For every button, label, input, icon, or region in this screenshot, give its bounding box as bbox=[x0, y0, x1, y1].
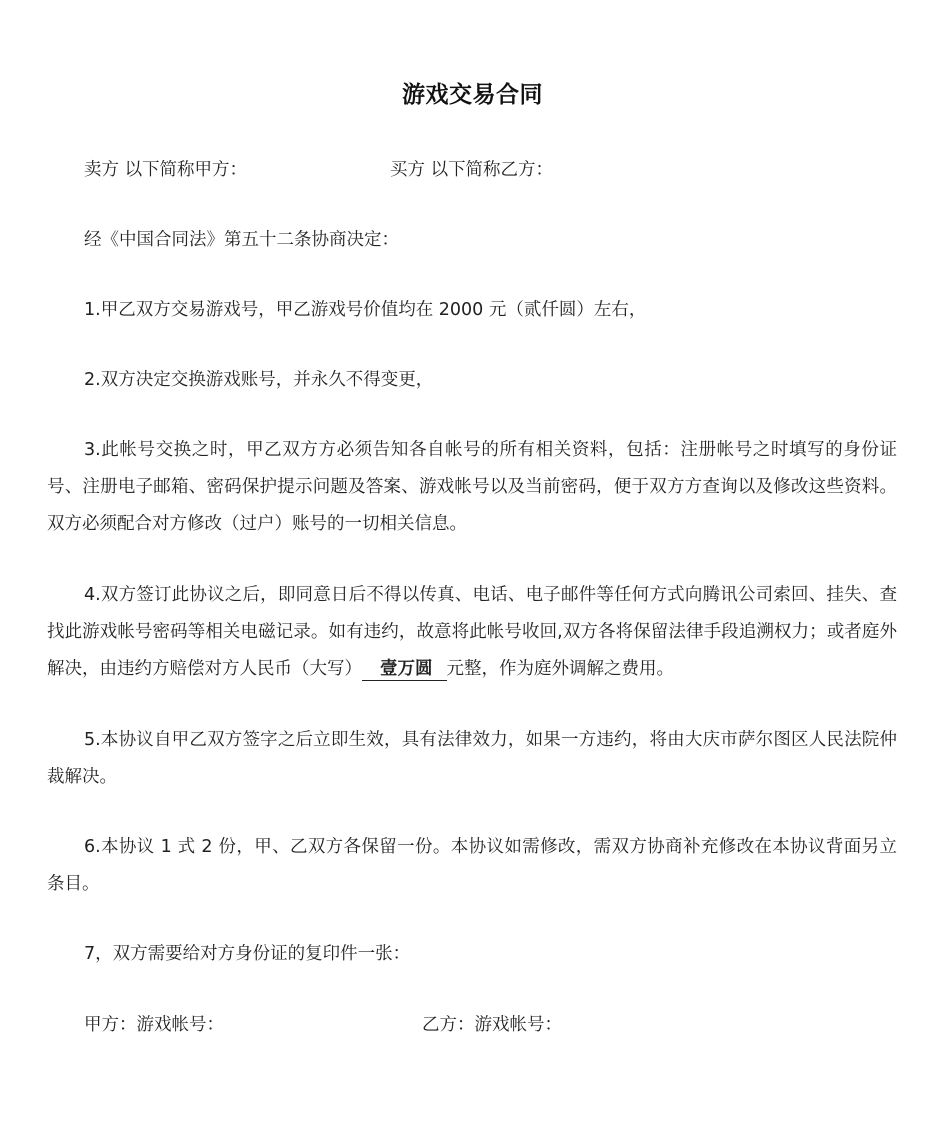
clause-4 bbox=[47, 577, 897, 688]
clause-1: 1.甲乙双方交易游戏号，甲乙游戏号价值均在 2000 元（贰仟圆）左右， bbox=[84, 300, 647, 320]
party-a-account-label: 甲方：游戏帐号： bbox=[84, 1015, 224, 1035]
intro-text: 经《中国合同法》第五十二条协商决定： bbox=[84, 230, 399, 250]
clause-2: 2.双方决定交换游戏账号，并永久不得变更， bbox=[84, 370, 434, 390]
buyer-label: 买方 以下简称乙方： bbox=[390, 160, 554, 180]
party-b-account-label: 乙方：游戏帐号： bbox=[422, 1015, 562, 1035]
clause-4-suffix: 元整，作为庭外调解之费用。 bbox=[446, 659, 674, 679]
document-title: 游戏交易合同 bbox=[402, 82, 543, 108]
clause-5: 5.本协议自甲乙双方签字之后立即生效，具有法律效力，如果一方违约，将由大庆市萨尔图区人民法院仲裁解决。 bbox=[47, 730, 897, 787]
clause-4-text: 4.双方签订此协议之后，即同意日后不得以传真、电话、电子邮件等任何方式向腾讯公司索回、挂失、查找此游戏帐号密码等相关电磁记录。如有违约，故意将此帐号收回,双方各将保留法律手段追溯权力；或者庭外解决，由违约方赔偿对方人民币（大写） bbox=[47, 585, 897, 679]
clause-6: 6.本协议 1 式 2 份，甲、乙双方各保留一份。本协议如需修改，需双方协商补充修改在本协议背面另立条目。 bbox=[47, 837, 897, 894]
clause-7: 7，双方需要给对方身份证的复印件一张： bbox=[84, 944, 411, 964]
seller-label: 卖方 以下简称甲方： bbox=[84, 160, 248, 180]
compensation-amount: 壹万圆 bbox=[362, 658, 447, 681]
clause-3: 3.此帐号交换之时，甲乙双方方必须告知各自帐号的所有相关资料，包括：注册帐号之时填写的身份证号、注册电子邮箱、密码保护提示问题及答案、游戏帐号以及当前密码，便于双方方查询以及修改这些资料。双方必须配合对方修改（过户）账号的一切相关信息。 bbox=[47, 440, 897, 534]
